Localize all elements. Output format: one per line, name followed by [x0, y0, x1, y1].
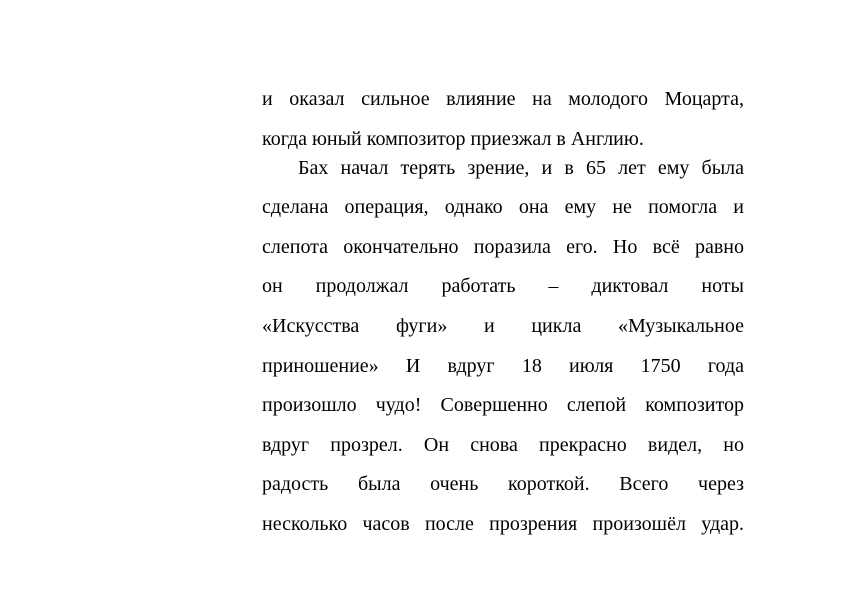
text-line: приношение» И вдруг 18 июля 1750 года	[262, 354, 744, 377]
text-line: слепота окончательно поразила его. Но всё равно	[262, 235, 744, 258]
text-line: несколько часов после прозрения произошёл удар.	[262, 512, 744, 535]
text-line: сделана операция, однако она ему не помогла и	[262, 196, 744, 219]
text-line: вдруг прозрел. Он снова прекрасно видел, но	[262, 433, 744, 456]
text-line: Бах начал терять зрение, и в 65 лет ему была	[298, 156, 744, 179]
document-text	[262, 84, 744, 549]
text-line: «Искусства фуги» и цикла «Музыкальное	[262, 314, 744, 337]
text-line: произошло чудо! Совершенно слепой композитор	[262, 394, 744, 417]
text-line: он продолжал работать – диктовал ноты	[262, 275, 744, 298]
text-line: радость была очень короткой. Всего через	[262, 473, 744, 496]
text-line: когда юный композитор приезжал в Англию.	[262, 127, 644, 150]
text-line: и оказал сильное влияние на молодого Моцарта,	[262, 88, 744, 110]
